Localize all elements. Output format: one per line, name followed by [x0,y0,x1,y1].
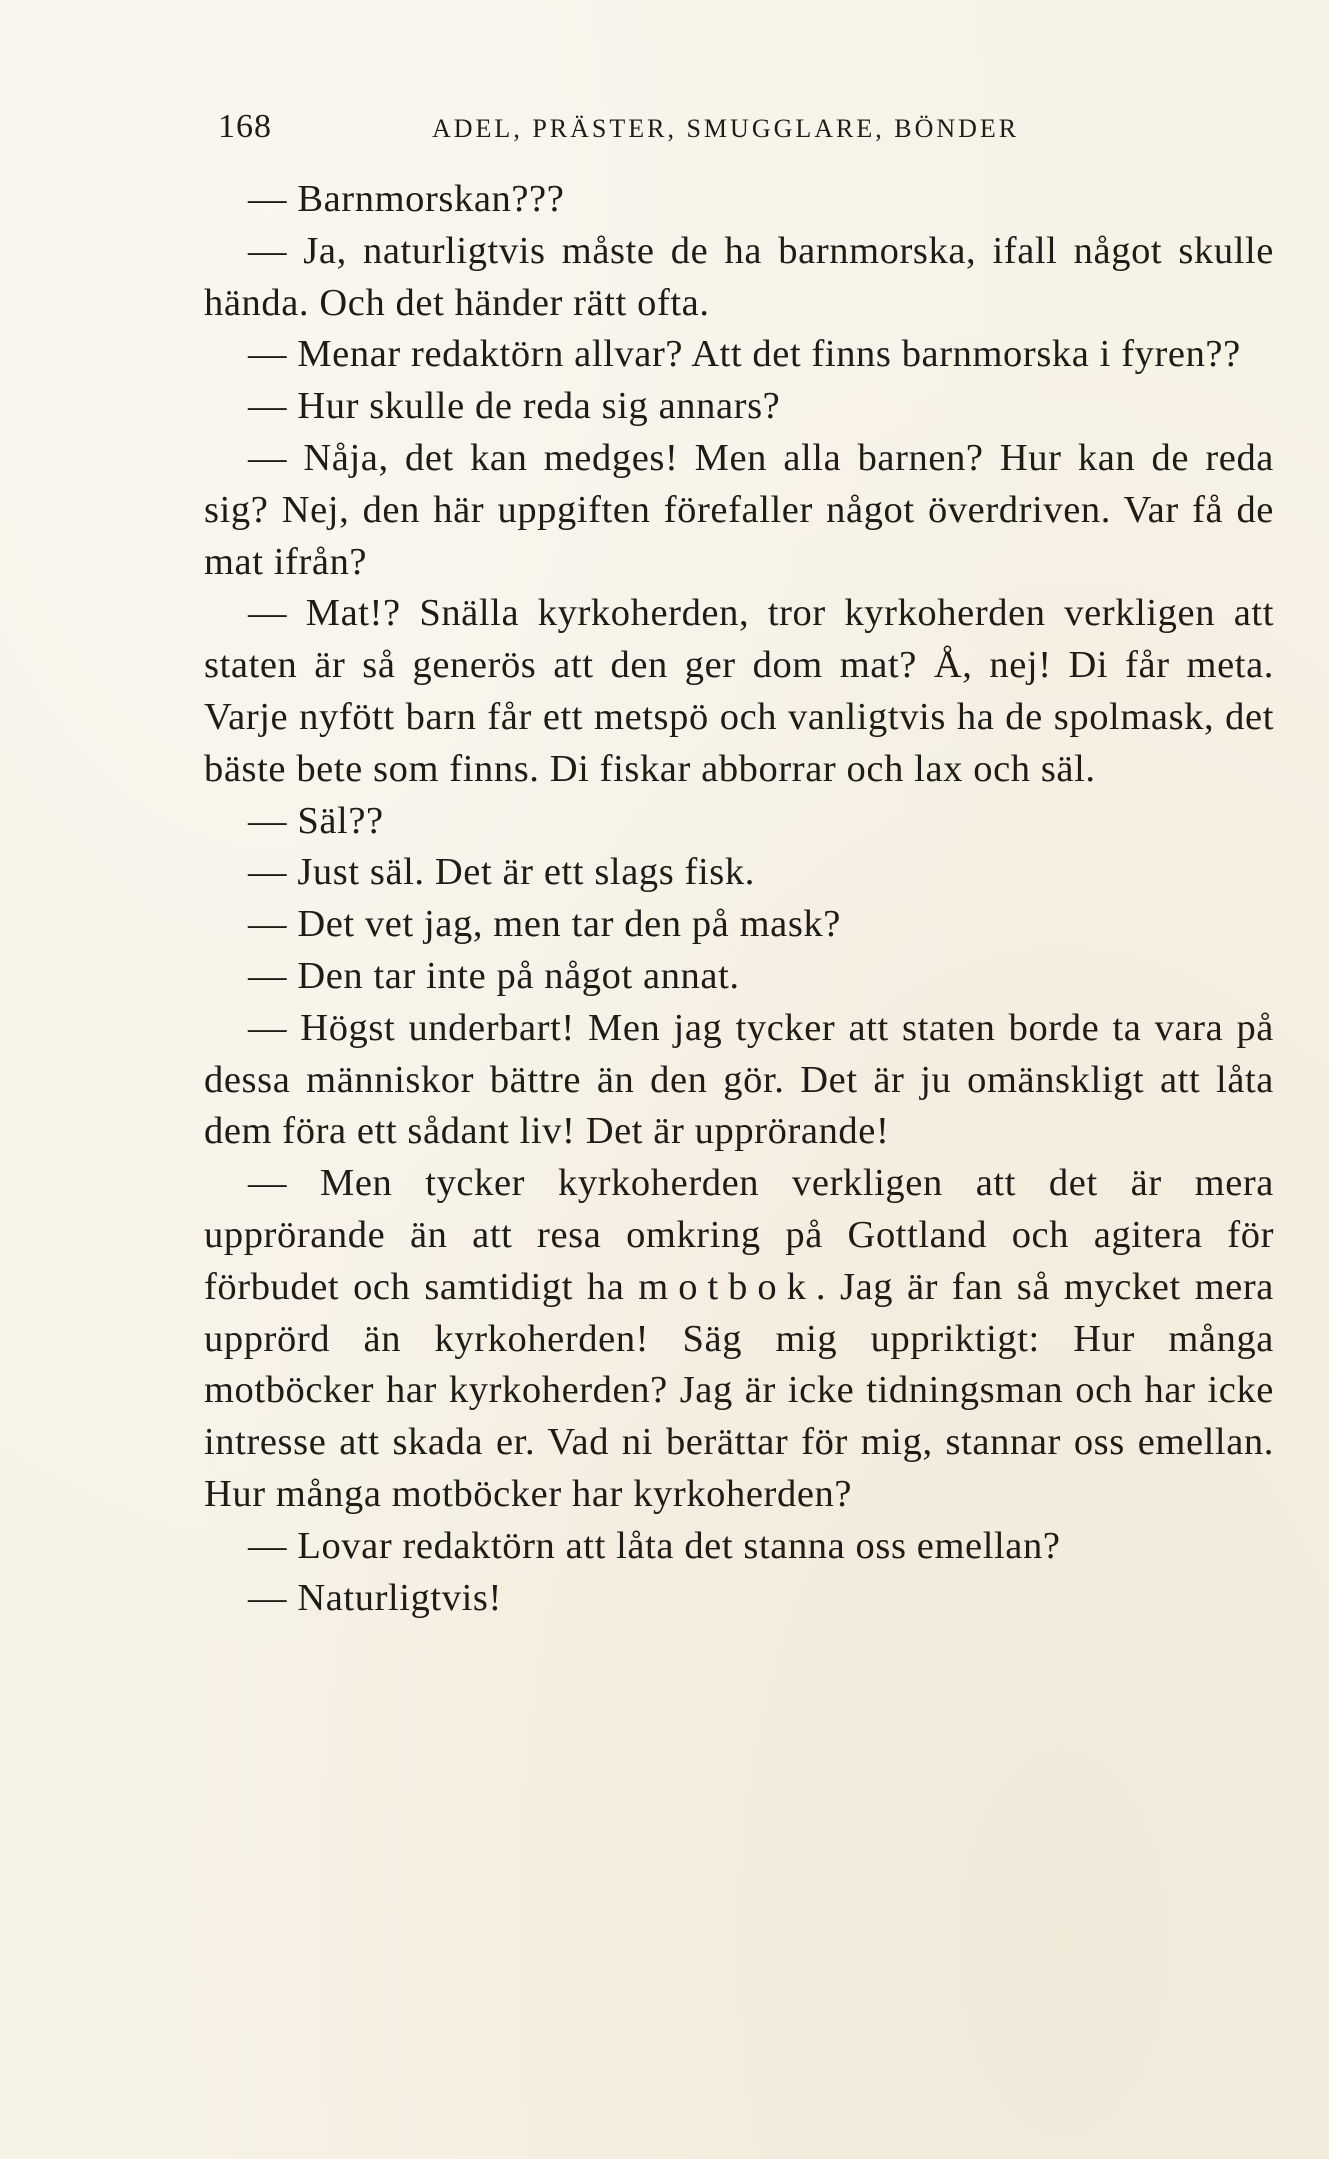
paragraph: — Säl?? [248,799,384,842]
paragraph: — Hur skulle de reda sig annars? [248,385,781,428]
paragraph: — Mat!? Snälla kyrkoherden, tror kyrkoherden verkligen att staten är så generös att den ger dom mat? Å, nej! Di får meta. Varje nyfött barn får ett metspö och vanligtvis ha de spolmask, det bäste bete som finns. Di fiskar abborrar och lax och säl. [204,592,1274,790]
paragraph: — Nåja, det kan medges! Men alla barnen? Hur kan de reda sig? Nej, den här uppgiften förefaller något överdriven. Var få de mat ifrån? [204,436,1274,583]
paragraph-text-after: . Jag är fan så mycket mera upprörd än kyrkoherden! Säg mig uppriktigt: Hur många motböcker har kyrkoherden? Jag är icke tidningsman och har icke intresse att skada er. Vad ni berättar för mig, stannar oss emellan. Hur många motböcker har kyrkoherden? [204,1265,1274,1515]
spaced-emphasis-word: motbok [638,1265,816,1308]
paragraph: — Just säl. Det är ett slags fisk. [248,851,755,894]
paragraph: — Högst underbart! Men jag tycker att staten borde ta vara på dessa människor bättre än den gör. Det är ju omänskligt att låta dem föra ett sådant liv! Det är upprörande! [204,1006,1274,1153]
running-head: ADEL, PRÄSTER, SMUGGLARE, BÖNDER [432,114,1020,143]
page-header [218,108,1098,158]
page-number: 168 [218,108,272,145]
paragraph-with-spaced-word [204,1158,1274,1521]
paragraph: — Menar redaktörn allvar? Att det finns barnmorska i fyren?? [248,333,1241,376]
paragraph: — Lovar redaktörn att låta det stanna oss emellan? [248,1524,1061,1567]
paragraph: — Den tar inte på något annat. [248,954,740,997]
paragraph: — Barnmorskan??? [248,178,565,220]
paragraph: — Det vet jag, men tar den på mask? [248,903,841,946]
paragraph: — Naturligtvis! [248,1576,502,1619]
paragraph-text-before: — Men tycker kyrkoherden verkligen att det är mera upprörande än att resa omkring på Gottland och agitera för förbudet och samtidigt ha [204,1162,1274,1308]
paragraph: — Ja, naturligtvis måste de ha barnmorska, ifall något skulle hända. Och det händer rätt ofta. [204,229,1274,324]
body-text [204,174,1274,1624]
